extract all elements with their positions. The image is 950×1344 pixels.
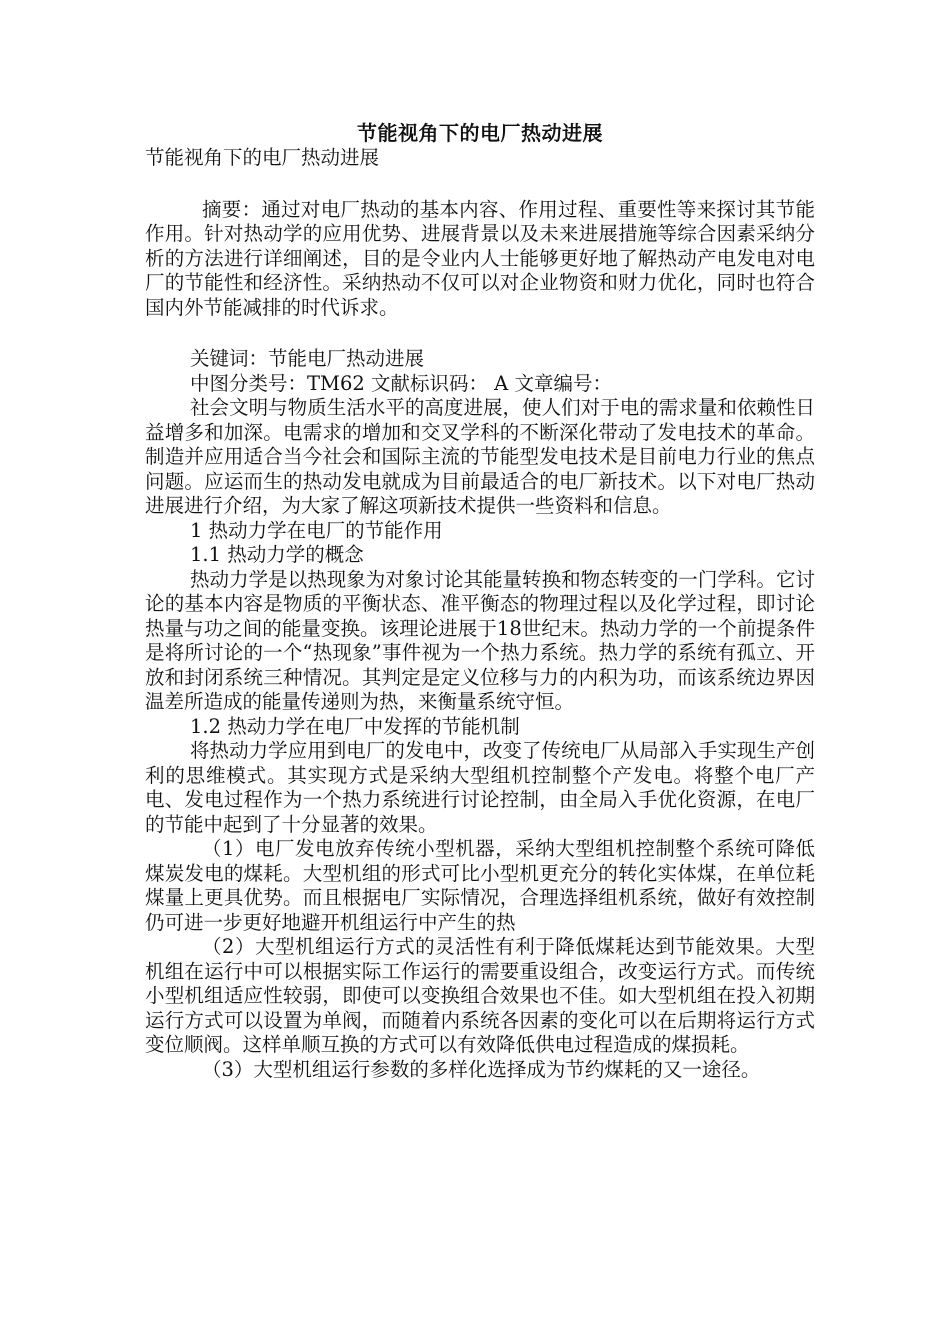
list-item-2: （2）大型机组运行方式的灵活性有利于降低煤耗达到节能效果。大型机组在运行中可以根据实际工作运行的需要重设组合，改变运行方式。而传统小型机组适应性较弱，即使可以变换组合效果也不佳。如大型机组在投入初期运行方式可以设置为单阀，而随着内系统各因素的变化可以在后期将运行方式变位顺阀。这样单顺互换的方式可以有效降低供电过程造成的煤损耗。 <box>145 935 815 1056</box>
section-1-2-body: 将热动力学应用到电厂的发电中，改变了传统电厂从局部入手实现生产创利的思维模式。其实现方式是采纳大型组机控制整个产发电。将整个电厂产电、发电过程作为一个热力系统进行讨论控制，由全局入手优化资源，在电厂的节能中起到了十分显著的效果。 <box>145 739 815 836</box>
classification-line: 中图分类号：TM62 文献标识码： A 文章编号： <box>190 371 612 395</box>
section-1-1-body: 热动力学是以热现象为对象讨论其能量转换和物态转变的一门学科。它讨论的基本内容是物质的平衡状态、准平衡态的物理过程以及化学过程，即讨论热量与功之间的能量变换。该理论进展于18世纪末。热动力学的一个前提条件是将所讨论的一个“热现象”事件视为一个热力系统。热力学的系统有孤立、开放和封闭系统三种情况。其判定是定义位移与力的内积为功，而该系统边界因温差所造成的能量传递则为热，来衡量系统守恒。 <box>145 567 815 713</box>
section-1-heading: 1 热动力学在电厂的节能作用 <box>190 518 443 542</box>
spacer <box>145 320 815 347</box>
abstract-paragraph: 摘要：通过对电厂热动的基本内容、作用过程、重要性等来探讨其节能作用。针对热动学的应用优势、进展背景以及未来进展措施等综合因素采纳分析的方法进行详细阐述，目的是令业内人士能够更好地了解热动产电发电对电厂的节能性和经济性。采纳热动不仅可以对企业物资和财力优化，同时也符合国内外节能减排的时代诉求。 <box>145 197 815 319</box>
document-subtitle: 节能视角下的电厂热动进展 <box>145 146 380 169</box>
intro-paragraph: 社会文明与物质生活水平的高度进展，使人们对于电的需求量和依赖性日益增多和加深。电需求的增加和交叉学科的不断深化带动了发电技术的革命。制造并应用适合当今社会和国际主流的节能型发电技术是目前电力行业的焦点问题。应运而生的热动发电就成为目前最适合的电厂新技术。以下对电厂热动进展进行介绍，为大家了解这项新技术提供一些资料和信息。 <box>145 396 815 517</box>
list-item-3: （3）大型机组运行参数的多样化选择成为节约煤耗的又一途径。 <box>202 1057 761 1081</box>
section-1-1-heading: 1.1 热动力学的概念 <box>190 543 364 566</box>
list-item-1: （1）电厂发电放弃传统小型机器，采纳大型组机控制整个系统可降低煤炭发电的煤耗。大型机组的形式可比小型机更充分的转化实体煤，在单位耗煤量上更具优势。而且根据电厂实际情况，合理选择组机系统，做好有效控制仍可进一步更好地避开机组运行中产生的热 <box>145 837 815 934</box>
document-page <box>145 120 815 1082</box>
document-title: 节能视角下的电厂热动进展 <box>357 121 603 145</box>
section-1-2-heading: 1.2 热动力学在电厂中发挥的节能机制 <box>190 714 520 738</box>
spacer <box>145 171 815 198</box>
keywords-line: 关键词：节能电厂热动进展 <box>190 347 425 370</box>
